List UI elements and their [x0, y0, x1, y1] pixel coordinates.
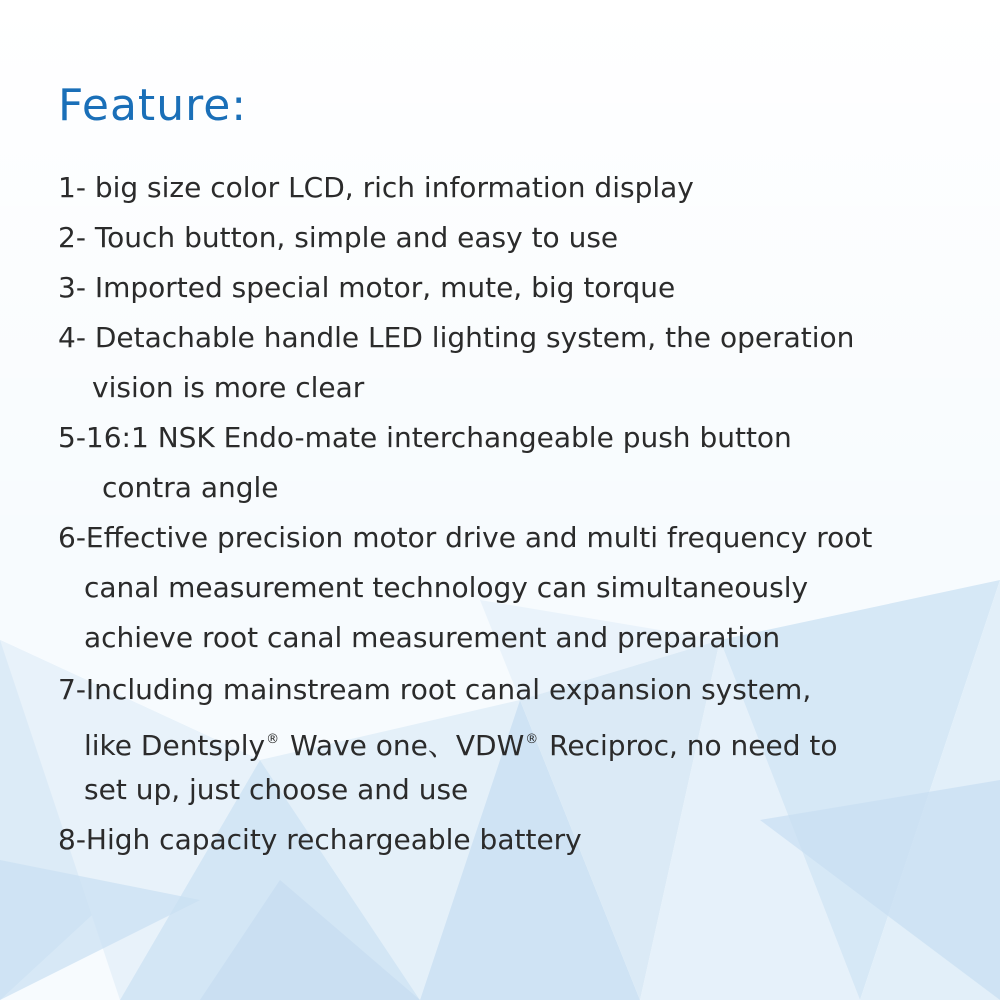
registered-mark: ®	[266, 732, 280, 747]
feature-item-3: 3- Imported special motor, mute, big torque	[58, 271, 676, 304]
feature-item-7-line-2	[84, 722, 838, 764]
feature-item-5-line-2: contra angle	[102, 471, 279, 504]
feature-item-4-line-2: vision is more clear	[92, 371, 365, 404]
feature-item-7-line-3: set up, just choose and use	[84, 773, 469, 806]
reciproc-text: Reciproc, no need to	[540, 729, 838, 762]
feature-item-5-line-1: 5-16:1 NSK Endo-mate interchangeable push button	[58, 421, 792, 454]
page-title: Feature:	[58, 80, 248, 131]
feature-item-1: 1- big size color LCD, rich information display	[58, 171, 694, 204]
feature-item-6-line-1: 6-Effective precision motor drive and multi frequency root	[58, 521, 873, 554]
feature-item-6-line-3: achieve root canal measurement and preparation	[84, 621, 781, 654]
feature-item-6-line-2: canal measurement technology can simultaneously	[84, 571, 809, 604]
dentsply-text: like Dentsply	[84, 729, 266, 762]
wave-one-vdw-text: Wave one、VDW	[281, 729, 525, 762]
feature-item-4-line-1: 4- Detachable handle LED lighting system, the operation	[58, 321, 855, 354]
feature-item-2: 2- Touch button, simple and easy to use	[58, 221, 619, 254]
feature-item-8: 8-High capacity rechargeable battery	[58, 823, 582, 856]
registered-mark: ®	[525, 732, 539, 747]
feature-item-7-line-1: 7-Including mainstream root canal expansion system,	[58, 673, 812, 706]
